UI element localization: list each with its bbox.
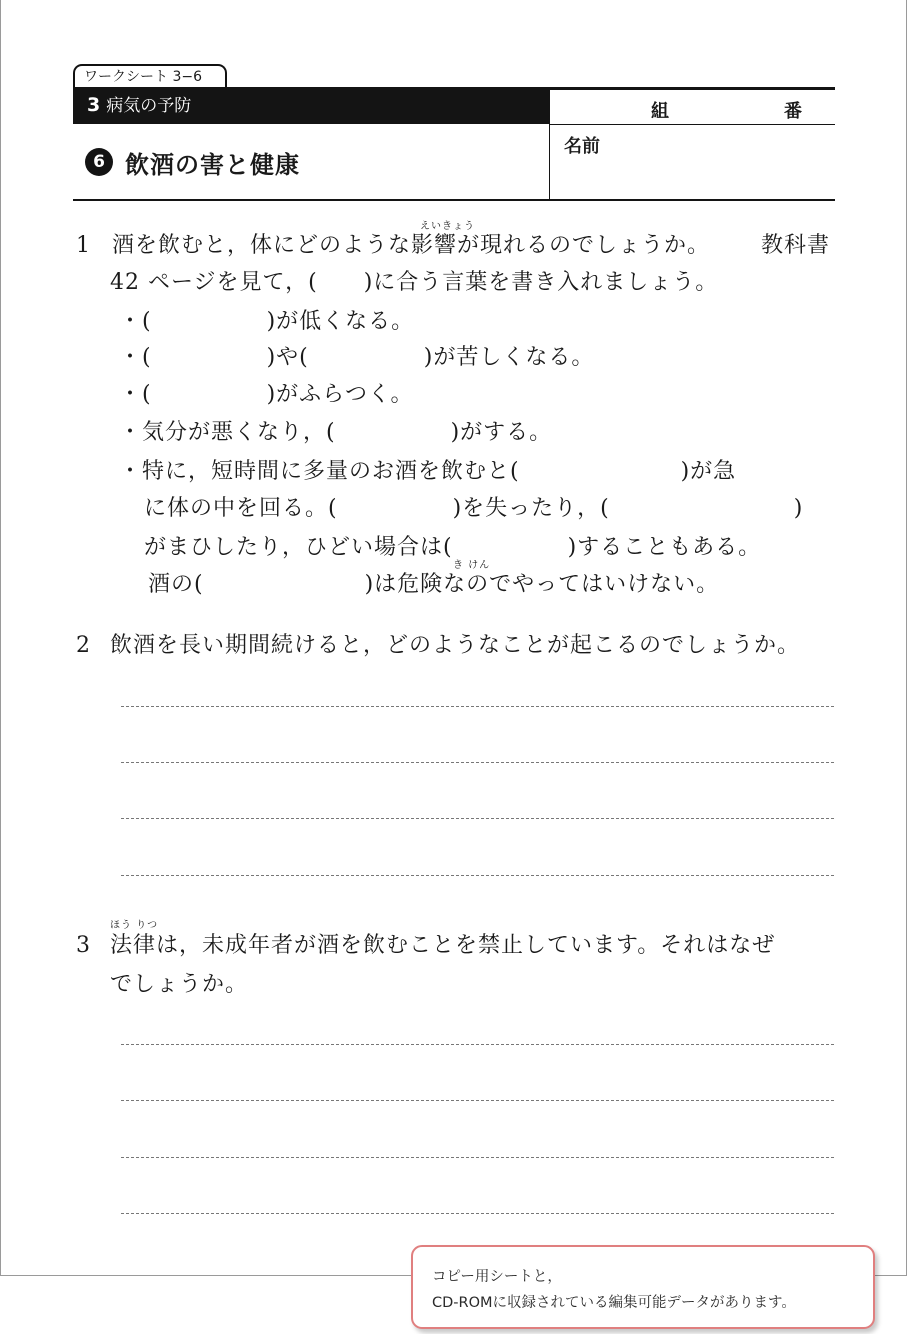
lesson-title: 飲酒の害と健康 bbox=[125, 150, 300, 179]
q1-continuation-1: に体の中を回る。( )を失ったり，( ) bbox=[144, 496, 804, 521]
header-divider bbox=[549, 87, 550, 200]
notice-line-1: コピー用シートと， bbox=[432, 1269, 562, 1285]
q1-bullet-5: ・特に，短時間に多量のお酒を飲むと( )が急 bbox=[119, 459, 737, 484]
q1-bullet-4: ・気分が悪くなり，( )がする。 bbox=[119, 420, 553, 445]
ruby-kiken: き けん bbox=[453, 560, 491, 571]
q1-bullet-2: ・( )や( )が苦しくなる。 bbox=[119, 345, 595, 370]
q1-number: 1 bbox=[76, 233, 91, 258]
q1-continuation-3: 酒の( )は危険なのでやってはいけない。 bbox=[148, 572, 720, 597]
unit-number: 3 bbox=[87, 94, 101, 116]
unit-title: 病気の予防 bbox=[106, 96, 192, 116]
q3-answer-line-3[interactable] bbox=[121, 1157, 834, 1158]
q2-answer-line-3[interactable] bbox=[121, 818, 834, 819]
q2-answer-line-4[interactable] bbox=[121, 875, 834, 876]
header-rule bbox=[73, 199, 835, 201]
notice-line-2: CD-ROMに収録されている編集可能データがあります。 bbox=[432, 1295, 796, 1311]
q1-bullet-3: ・( )がふらつく。 bbox=[119, 382, 414, 407]
number-label: 番 bbox=[784, 101, 802, 122]
lesson-title-row bbox=[85, 142, 300, 182]
cd-rom-notice bbox=[411, 1245, 875, 1329]
q2-number: 2 bbox=[76, 633, 91, 658]
q3-answer-line-4[interactable] bbox=[121, 1213, 834, 1214]
q1-line-2: 42 ページを見て，( )に合う言葉を書き入れましょう。 bbox=[110, 270, 719, 295]
q3-answer-line-1[interactable] bbox=[121, 1044, 834, 1045]
class-label: 組 bbox=[651, 101, 669, 122]
q1-continuation-2: がまひしたり，ひどい場合は( )することもある。 bbox=[144, 535, 762, 560]
q2-answer-line-1[interactable] bbox=[121, 706, 834, 707]
q3-line-2: でしょうか。 bbox=[110, 972, 249, 997]
class-number-box bbox=[550, 87, 835, 125]
textbook-label: 教科書 bbox=[761, 233, 831, 258]
lesson-number-badge: 6 bbox=[85, 148, 113, 176]
q2-answer-line-2[interactable] bbox=[121, 762, 834, 763]
name-label: 名前 bbox=[564, 136, 600, 157]
q3-line-1: 法律は，未成年者が酒を飲むことを禁止しています。それはなぜ bbox=[110, 933, 776, 958]
q1-bullet-1: ・( )が低くなる。 bbox=[119, 309, 415, 334]
q2-text: 飲酒を長い期間続けると，どのようなことが起こるのでしょうか。 bbox=[110, 633, 801, 658]
ruby-eikyou: えいきょう bbox=[420, 221, 475, 232]
q1-line-1: 酒を飲むと，体にどのような影響が現れるのでしょうか。 bbox=[112, 233, 711, 258]
worksheet-tab: ワークシート 3−6 bbox=[73, 64, 227, 88]
q3-answer-line-2[interactable] bbox=[121, 1100, 834, 1101]
ruby-houritsu: ほう りつ bbox=[110, 920, 159, 931]
q3-number: 3 bbox=[76, 933, 91, 958]
unit-header bbox=[73, 87, 550, 124]
